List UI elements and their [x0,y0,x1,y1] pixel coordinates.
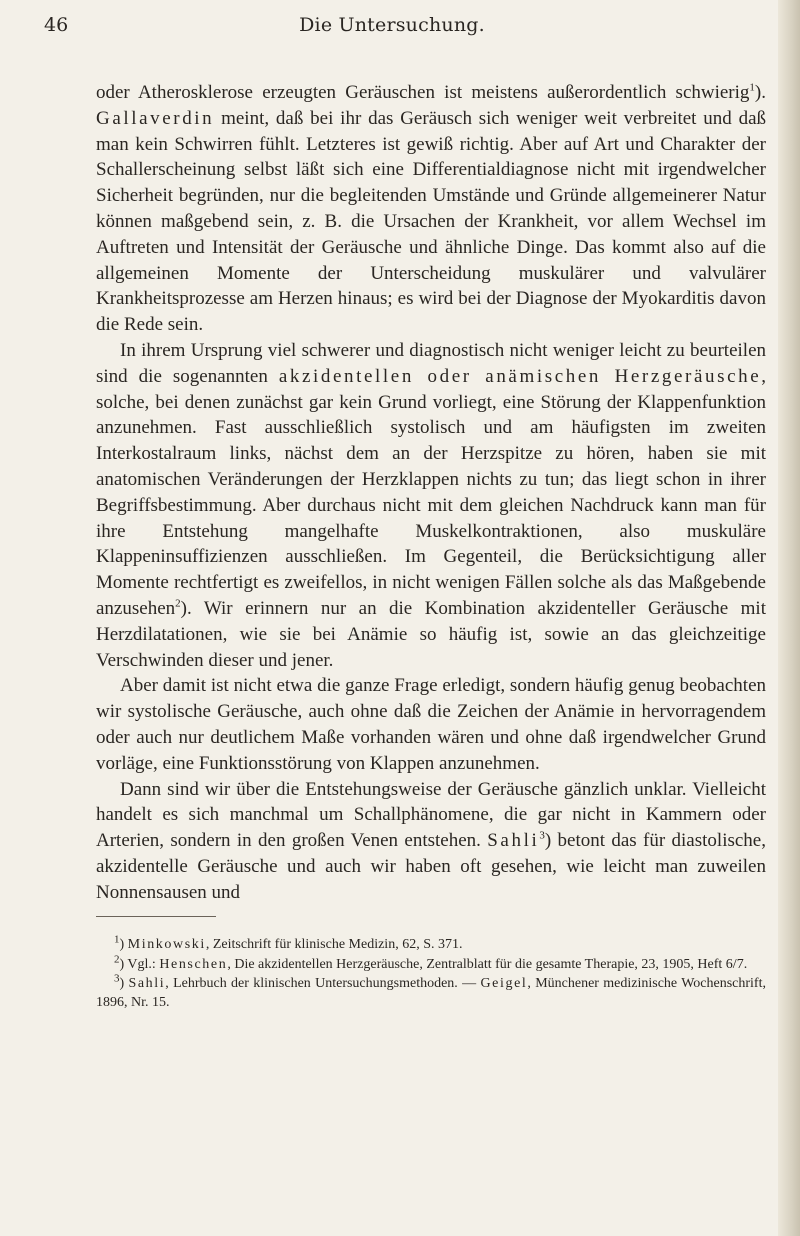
author-name: Minkowski [127,937,206,952]
footnote-text: , Lehrbuch der klinischen Untersuchungsmethoden. — [165,976,481,991]
footnote-3: $^3$) Sahli, Lehrbuch der klinischen Untersuchungsmethoden. — Geigel, Münchener medizinische Wochenschrift, 1896, Nr. 15. [96,972,766,1010]
body-text [96,80,766,906]
author-name: Sahli [128,976,166,991]
text: ). Wir erinnern nur an die Kombination akzidenteller Geräusche mit Herzdilatationen, wie sie bei Anämie so häufig ist, sowie an das gleichzeitige Verschwinden dieser und jener. [96,597,766,671]
page-edge [778,0,800,1236]
footnote-mark: 3 [114,972,120,985]
footnote-1: $^1$) Minkowski, Zeitschrift für klinische Medizin, 62, S. 371. [114,933,463,952]
footnote-ref-3: 3 [539,829,545,842]
text: , solche, bei denen zunächst gar kein Grund vorliegt, eine Störung der Klappenfunktion anzunehmen. Fast ausschließlich systolisch und am häufigsten im zweiten Interkostalraum links, nächst dem an der Herzspitze zu hören, haben sie mit anatomischen Veränderungen der Herzklappen nichts zu tun; das liegt schon in ihrer Begriffsbestimmung. Aber durchaus nicht mit dem gleichen Nachdruck kann man für ihre Entstehung mangelhafte Muskelkontraktionen, also muskuläre Klappeninsuffizienzen ausschließen. Im Gegenteil, die Berücksichtigung aller Momente rechtfertigt es zweifellos, in nicht wenigen Fällen solche als das Maßgebende anzusehen [96,365,766,619]
footnote-ref-2: 2 [175,597,181,610]
running-title: Die Untersuchung. [299,14,485,36]
text: oder Atherosklerose erzeugten Geräuschen ist meistens außerordentlich schwierig [96,82,750,103]
author-name: Geigel [480,976,528,991]
paragraph-4 [96,777,766,906]
author-name: Sahli [487,830,540,852]
text: meint, daß bei ihr das Geräusch sich weniger weit verbreitet und daß man kein Schwirren fühlt. Letzteres ist gewiß richtig. Aber auf Art und Charakter der Schallerscheinung selbst läßt sich eine Differentialdiagnose nicht mit irgendwelcher Sicherheit begründen, nur die begleitenden Umstände und Gründe allgemeinerer Natur können maßgebend sein, z. B. die Ursachen der Krankheit, vor allem Wechsel im Auftreten und Intensität der Geräusche und ähnliche Dinge. Das kommt also auf die allgemeinen Momente der Unterscheidung muskulärer und valvulärer Krankheitsprozesse am Herzen hinaus; es wird bei der Diagnose der Myokarditis davon die Rede sein. [96,107,766,336]
author-name: Henschen [159,956,228,972]
page-number: 46 [44,14,69,36]
paragraph-1 [96,80,766,338]
footnote-text: , Die akzidentellen Herzgeräusche, Zentralblatt für die gesamte Therapie, 23, 1905, Heft 6/7. [227,956,748,972]
text: In ihrem Ursprung viel schwerer und diagnostisch nicht weniger leicht zu beurteilen sind die sogenannten [96,339,766,387]
paragraph-2 [96,338,766,673]
text: ) betont das für diastolische, akzidentelle Geräusche und auch wir haben oft gesehen, wie leicht man zuweilen Nonnensausen und [96,830,766,903]
paragraph-3: Aber damit ist nicht etwa die ganze Frage erledigt, sondern häufig genug beobachten wir systolische Geräusche, auch ohne daß die Zeichen der Anämie in hervorragendem oder auch nur deutlichem Maße vorhanden wären und ohne daß irgendwelcher Grund vorläge, eine Funktionsstörung von Klappen anzunehmen. [96,675,766,774]
text: ). [754,82,766,103]
footnote-text: , Münchener medizinische Wochenschrift, 1896, Nr. 15. [96,976,766,1010]
footnote-text: Vgl.: [127,956,160,972]
footnote-mark: 1 [114,933,120,946]
emphasized-term: akzidentellen oder anämischen Herzgeräusche [278,365,762,387]
author-name: Gallaverdin [96,107,215,129]
footnote-text: , Zeitschrift für klinische Medizin, 62, S. 371. [205,937,463,952]
page-header [44,14,740,38]
footnotes [96,933,766,1013]
footnote-mark: 2 [114,952,120,965]
footnote-ref-1: 1 [749,81,755,94]
text: Dann sind wir über die Entstehungsweise der Geräusche gänzlich unklar. Vielleicht handelt es sich manchmal um Schallphänomene, die gar nicht in Kammern oder Arterien, sondern in den großen Venen entstehen. [96,778,766,852]
footnote-2: $^2$) Vgl.: Henschen, Die akzidentellen Herzgeräusche, Zentralblatt für die gesamte Therapie, 23, 1905, Heft 6/7. [114,952,748,972]
footnote-rule [96,916,216,917]
